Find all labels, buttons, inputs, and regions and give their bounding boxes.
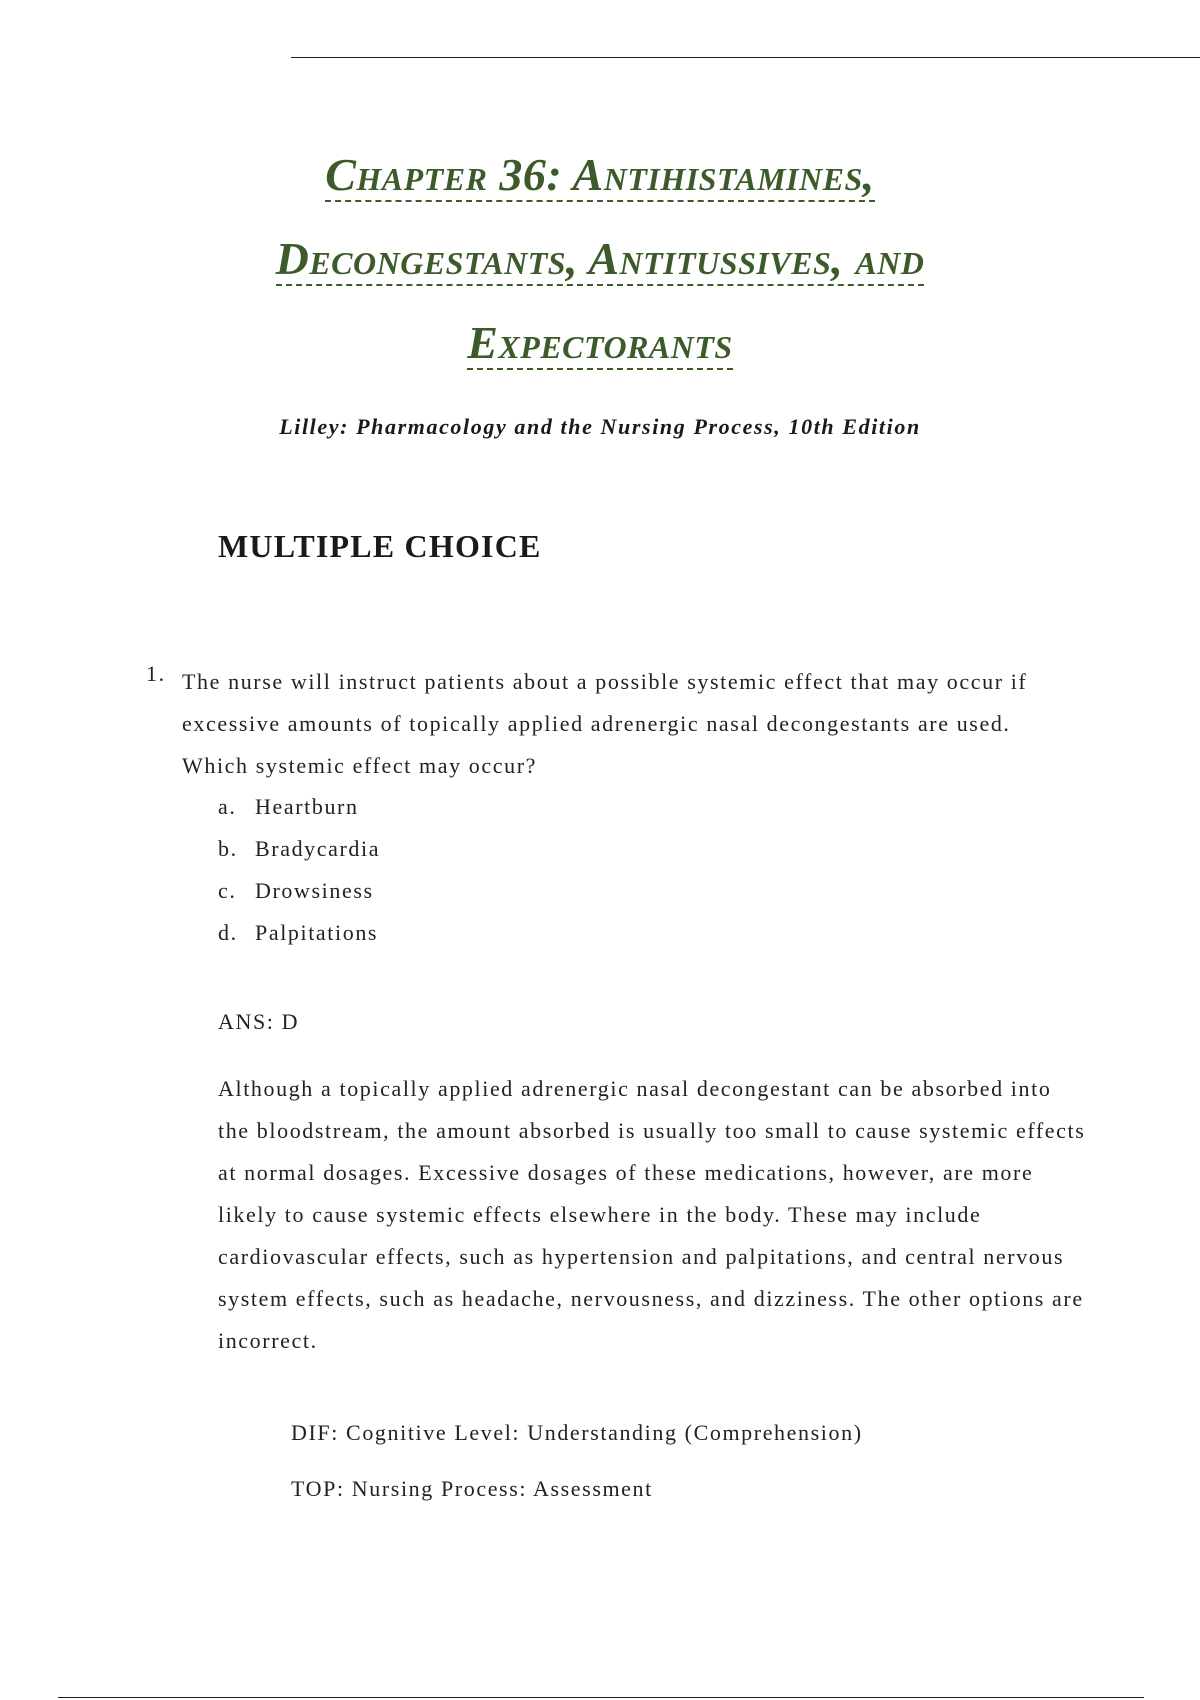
option-letter: c. (218, 878, 237, 903)
option-a (218, 786, 380, 828)
question-stem: The nurse will instruct patients about a possible systemic effect that may occur if excessive amounts of topically applied adrenergic nasal decongestants are used. Which systemic effect may occur? (182, 669, 1028, 778)
difficulty-label: DIF: Cognitive Level: Understanding (Comprehension) (291, 1420, 863, 1445)
top-rule (291, 57, 1200, 58)
chapter-title-line-3 (0, 317, 1200, 370)
option-text: Palpitations (255, 920, 379, 945)
chapter-title-text-3: Expectorants (467, 317, 733, 368)
option-d (218, 912, 380, 954)
chapter-title-line-1 (0, 149, 1200, 202)
chapter-title-text-1: Chapter 36: Antihistamines, (325, 149, 875, 200)
option-letter: d. (218, 920, 238, 945)
option-letter: b. (218, 836, 238, 861)
option-text: Heartburn (255, 794, 359, 819)
section-heading: MULTIPLE CHOICE (218, 528, 542, 564)
option-c (218, 870, 380, 912)
chapter-title-line-2 (0, 233, 1200, 286)
question-number: 1. (146, 661, 166, 686)
option-letter: a. (218, 794, 237, 819)
answer-key: ANS: D (218, 1009, 300, 1034)
bottom-rule (58, 1697, 1144, 1698)
answer-options (218, 786, 380, 954)
book-subtitle: Lilley: Pharmacology and the Nursing Process, 10th Edition (279, 414, 921, 439)
rationale-paragraph: Although a topically applied adrenergic nasal decongestant can be absorbed into the bloodstream, the amount absorbed is usually too small to cause systemic effects at normal dosages. Excessive dosages of these medications, however, are more likely to cause systemic effects elsewhere in the body. These may include cardiovascular effects, such as hypertension and palpitations, and central nervous system effects, such as headache, nervousness, and dizziness. The other options are incorrect. (218, 1076, 1086, 1353)
chapter-title-text-2: Decongestants, Antitussives, and (275, 233, 925, 284)
topic-label: TOP: Nursing Process: Assessment (291, 1476, 653, 1501)
option-text: Bradycardia (255, 836, 381, 861)
option-b (218, 828, 380, 870)
option-text: Drowsiness (255, 878, 374, 903)
